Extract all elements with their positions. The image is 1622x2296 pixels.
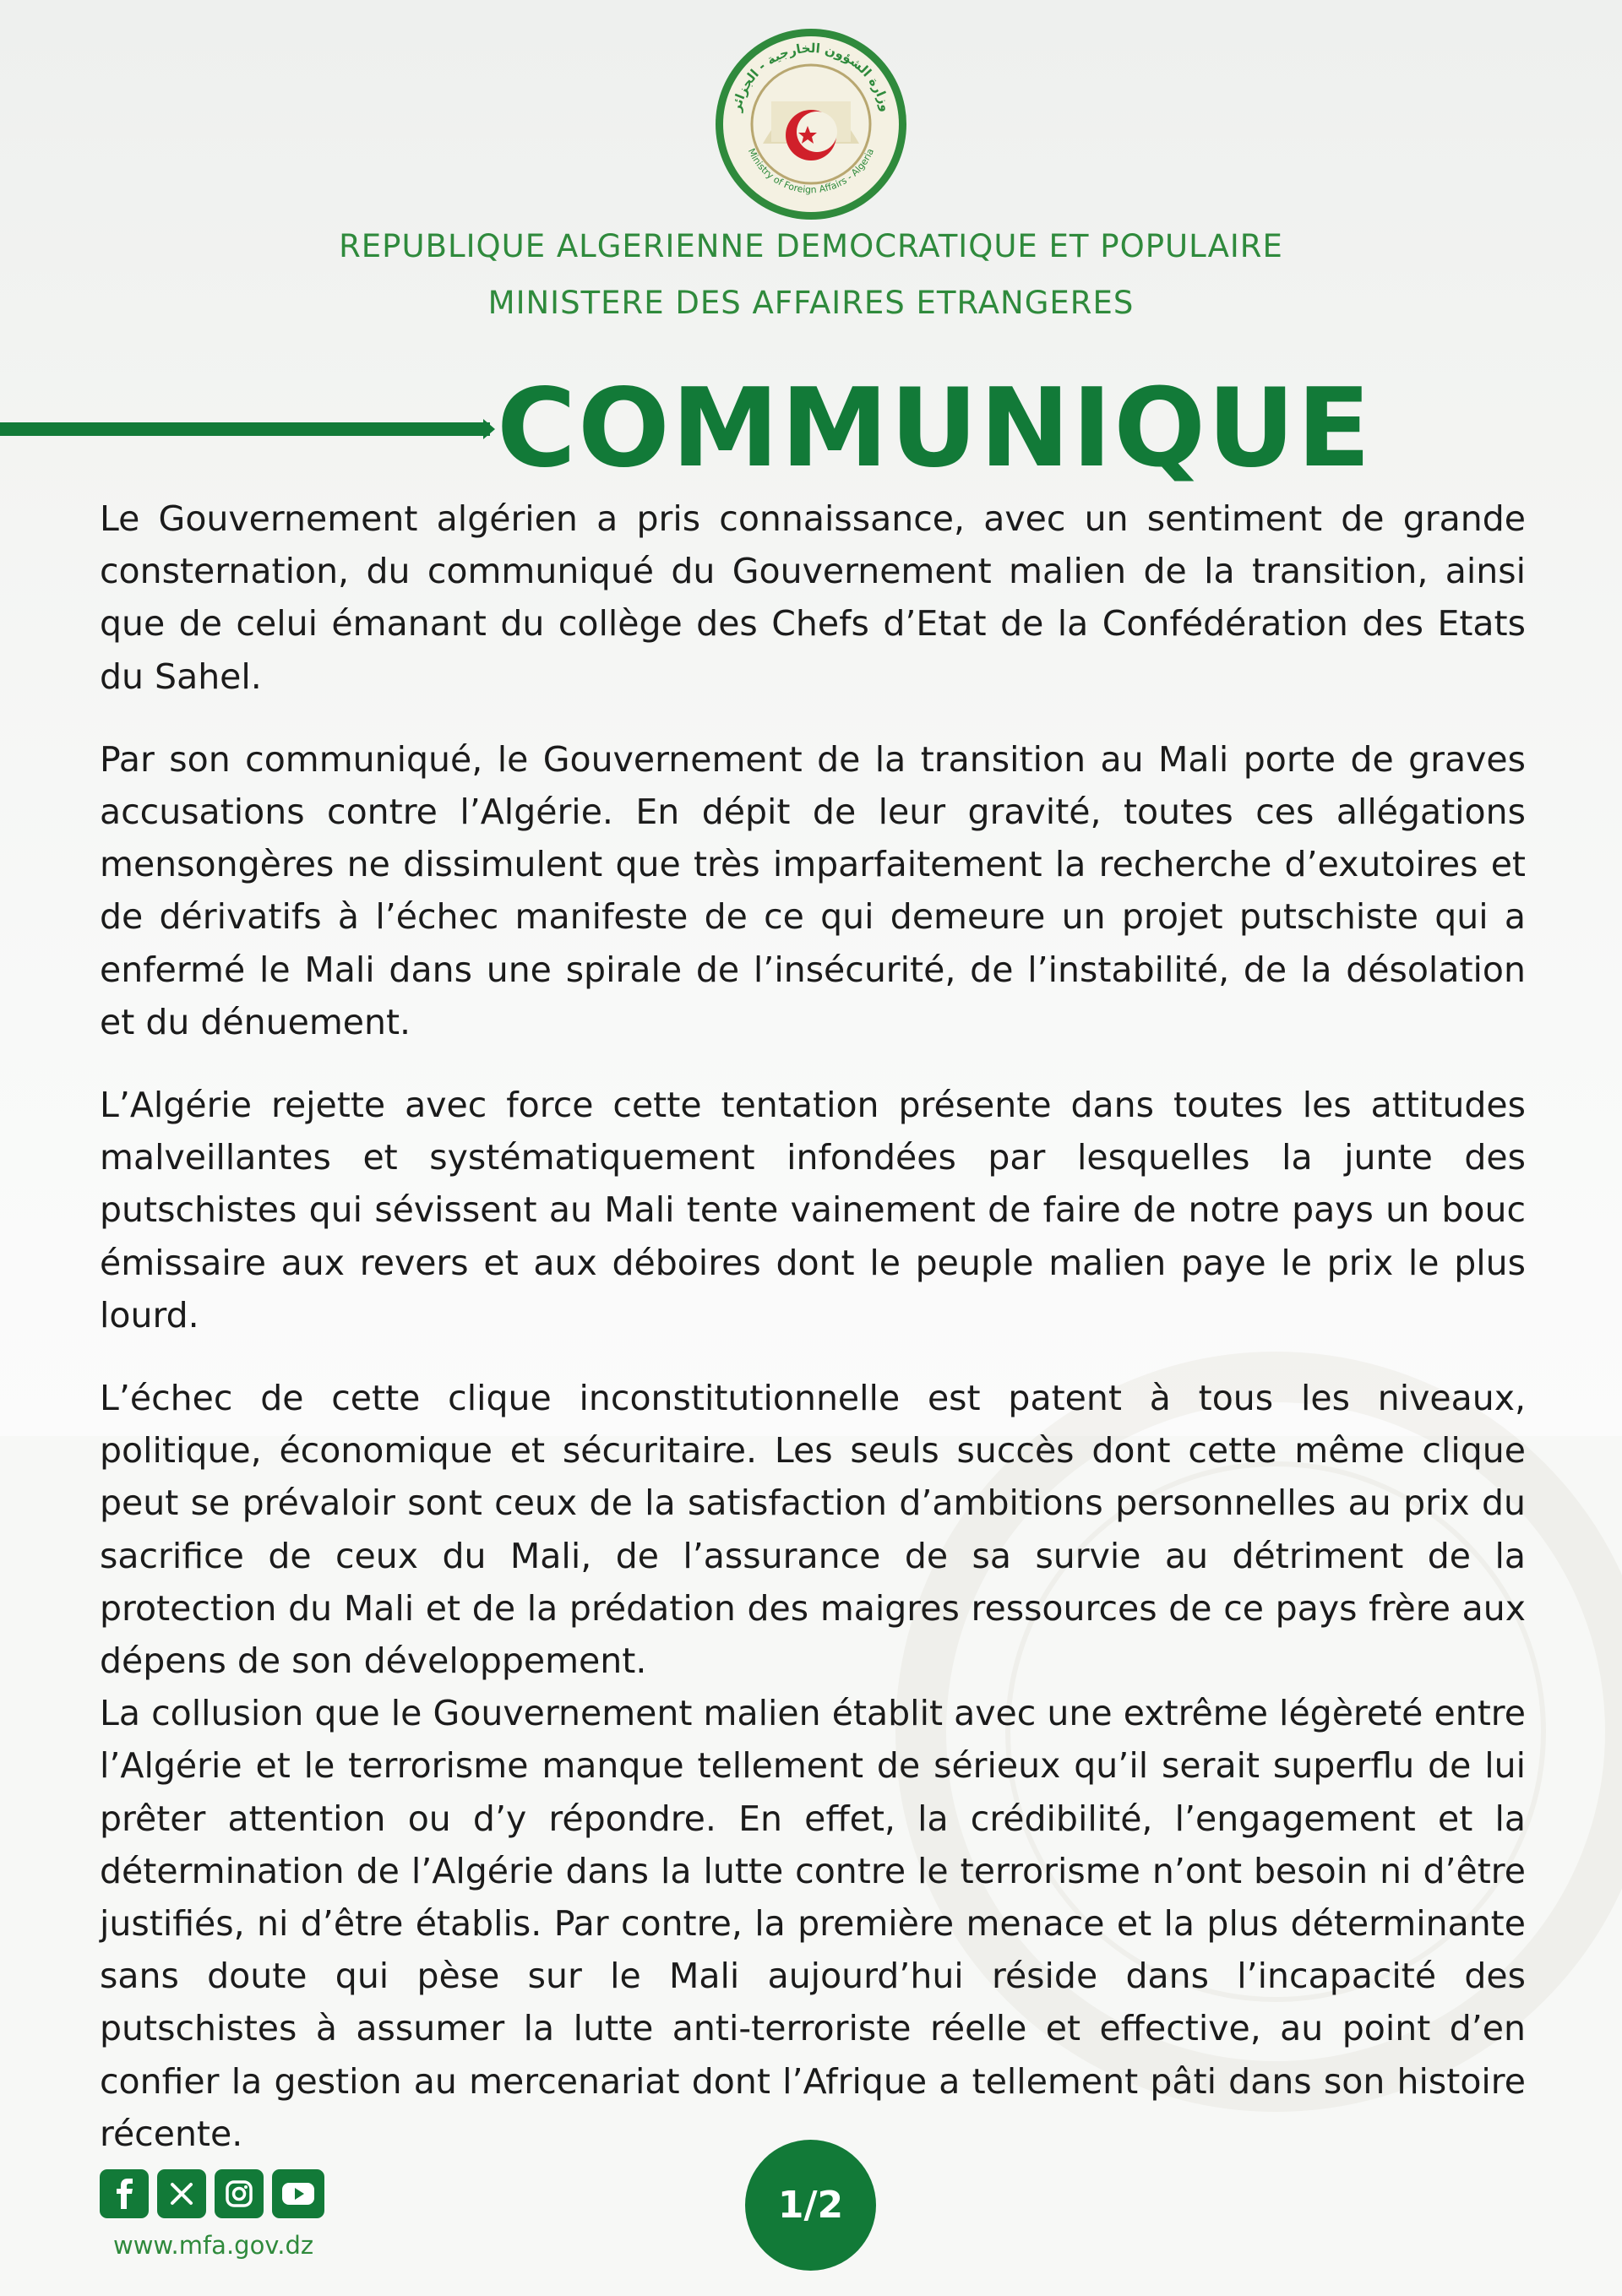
title-rule-cap [483, 419, 495, 439]
title-rule [0, 422, 490, 436]
website-link[interactable]: www.mfa.gov.dz [113, 2231, 314, 2260]
ministry-emblem-icon [712, 25, 910, 223]
republic-title: REPUBLIQUE ALGERIENNE DEMOCRATIQUE ET POPULAIRE [339, 228, 1283, 264]
page-title: COMMUNIQUE [497, 366, 1373, 492]
communique-body [100, 492, 1526, 2160]
instagram-icon[interactable] [215, 2169, 264, 2218]
x-icon[interactable] [157, 2169, 206, 2218]
paragraph-4: L’échec de cette clique inconstitutionnelle est patent à tous les niveaux, politique, économique et sécuritaire. Les seuls succès dont cette même clique peut se prévaloir sont ceux de la satisfaction d’ambitions personnelles au prix du sacrifice de ceux du Mali, de l’assurance de sa survie au détriment de la protection du Mali et de la prédation des maigres ressources de ce pays frère aux dépens de son développement. [100, 1378, 1526, 1682]
paragraph-1: Le Gouvernement algérien a pris connaissance, avec un sentiment de grande consternation, du communiqué du Gouvernement malien de la transition, ainsi que de celui émanant du collège des Chefs d’Etat de la Confédération des Etats du Sahel. [100, 498, 1526, 697]
emblem-english-text: Ministry of Foreign Affairs - Algeria [745, 146, 877, 196]
emblem-arabic-text: وزارة الشؤون الخارجية - الجزائر [728, 40, 894, 113]
page-number-badge: 1/2 [745, 2140, 876, 2271]
paragraph-3: L’Algérie rejette avec force cette tentation présente dans toutes les attitudes malveillantes et systématiquement infondées par lesquelles la junte des putschistes qui sévissent au Mali tente vainement de faire de notre pays un bouc émissaire aux revers et aux déboires dont le peuple malien paye le prix le plus lourd. [100, 1085, 1526, 1336]
paragraph-2: Par son communiqué, le Gouvernement de la transition au Mali porte de graves accusations contre l’Algérie. En dépit de leur gravité, toutes ces allégations mensongères ne dissimulent que très imparfaitement la recherche d’exutoires et de dérivatifs à l’échec manifeste de ce qui demeure un projet putschiste qui a enfermé le Mali dans une spirale de l’insécurité, de l’instabilité, de la désolation et du dénuement. [100, 738, 1526, 1042]
youtube-icon[interactable] [272, 2169, 324, 2218]
ministry-title: MINISTERE DES AFFAIRES ETRANGERES [487, 285, 1135, 321]
paragraph-5: La collusion que le Gouvernement malien établit avec une extrême légèreté entre l’Algérie et le terrorisme manque tellement de sérieux qu’il serait superflu de lui prêter attention ou d’y répondre. En effet, la crédibilité, l’engagement et la détermination de l’Algérie dans la lutte contre le terrorisme n’ont besoin ni d’être justifiés, ni d’être établis. Par contre, la première menace et la plus déterminante sans doute qui pèse sur le Mali aujourd’hui réside dans l’incapacité des putschistes à assumer la lutte anti-terroriste réelle et effective, au point d’en confier la gestion au mercenariat dont l’Afrique a tellement pâti dans son histoire récente. [100, 1693, 1526, 2154]
facebook-icon[interactable] [100, 2169, 149, 2218]
social-links [100, 2169, 324, 2218]
